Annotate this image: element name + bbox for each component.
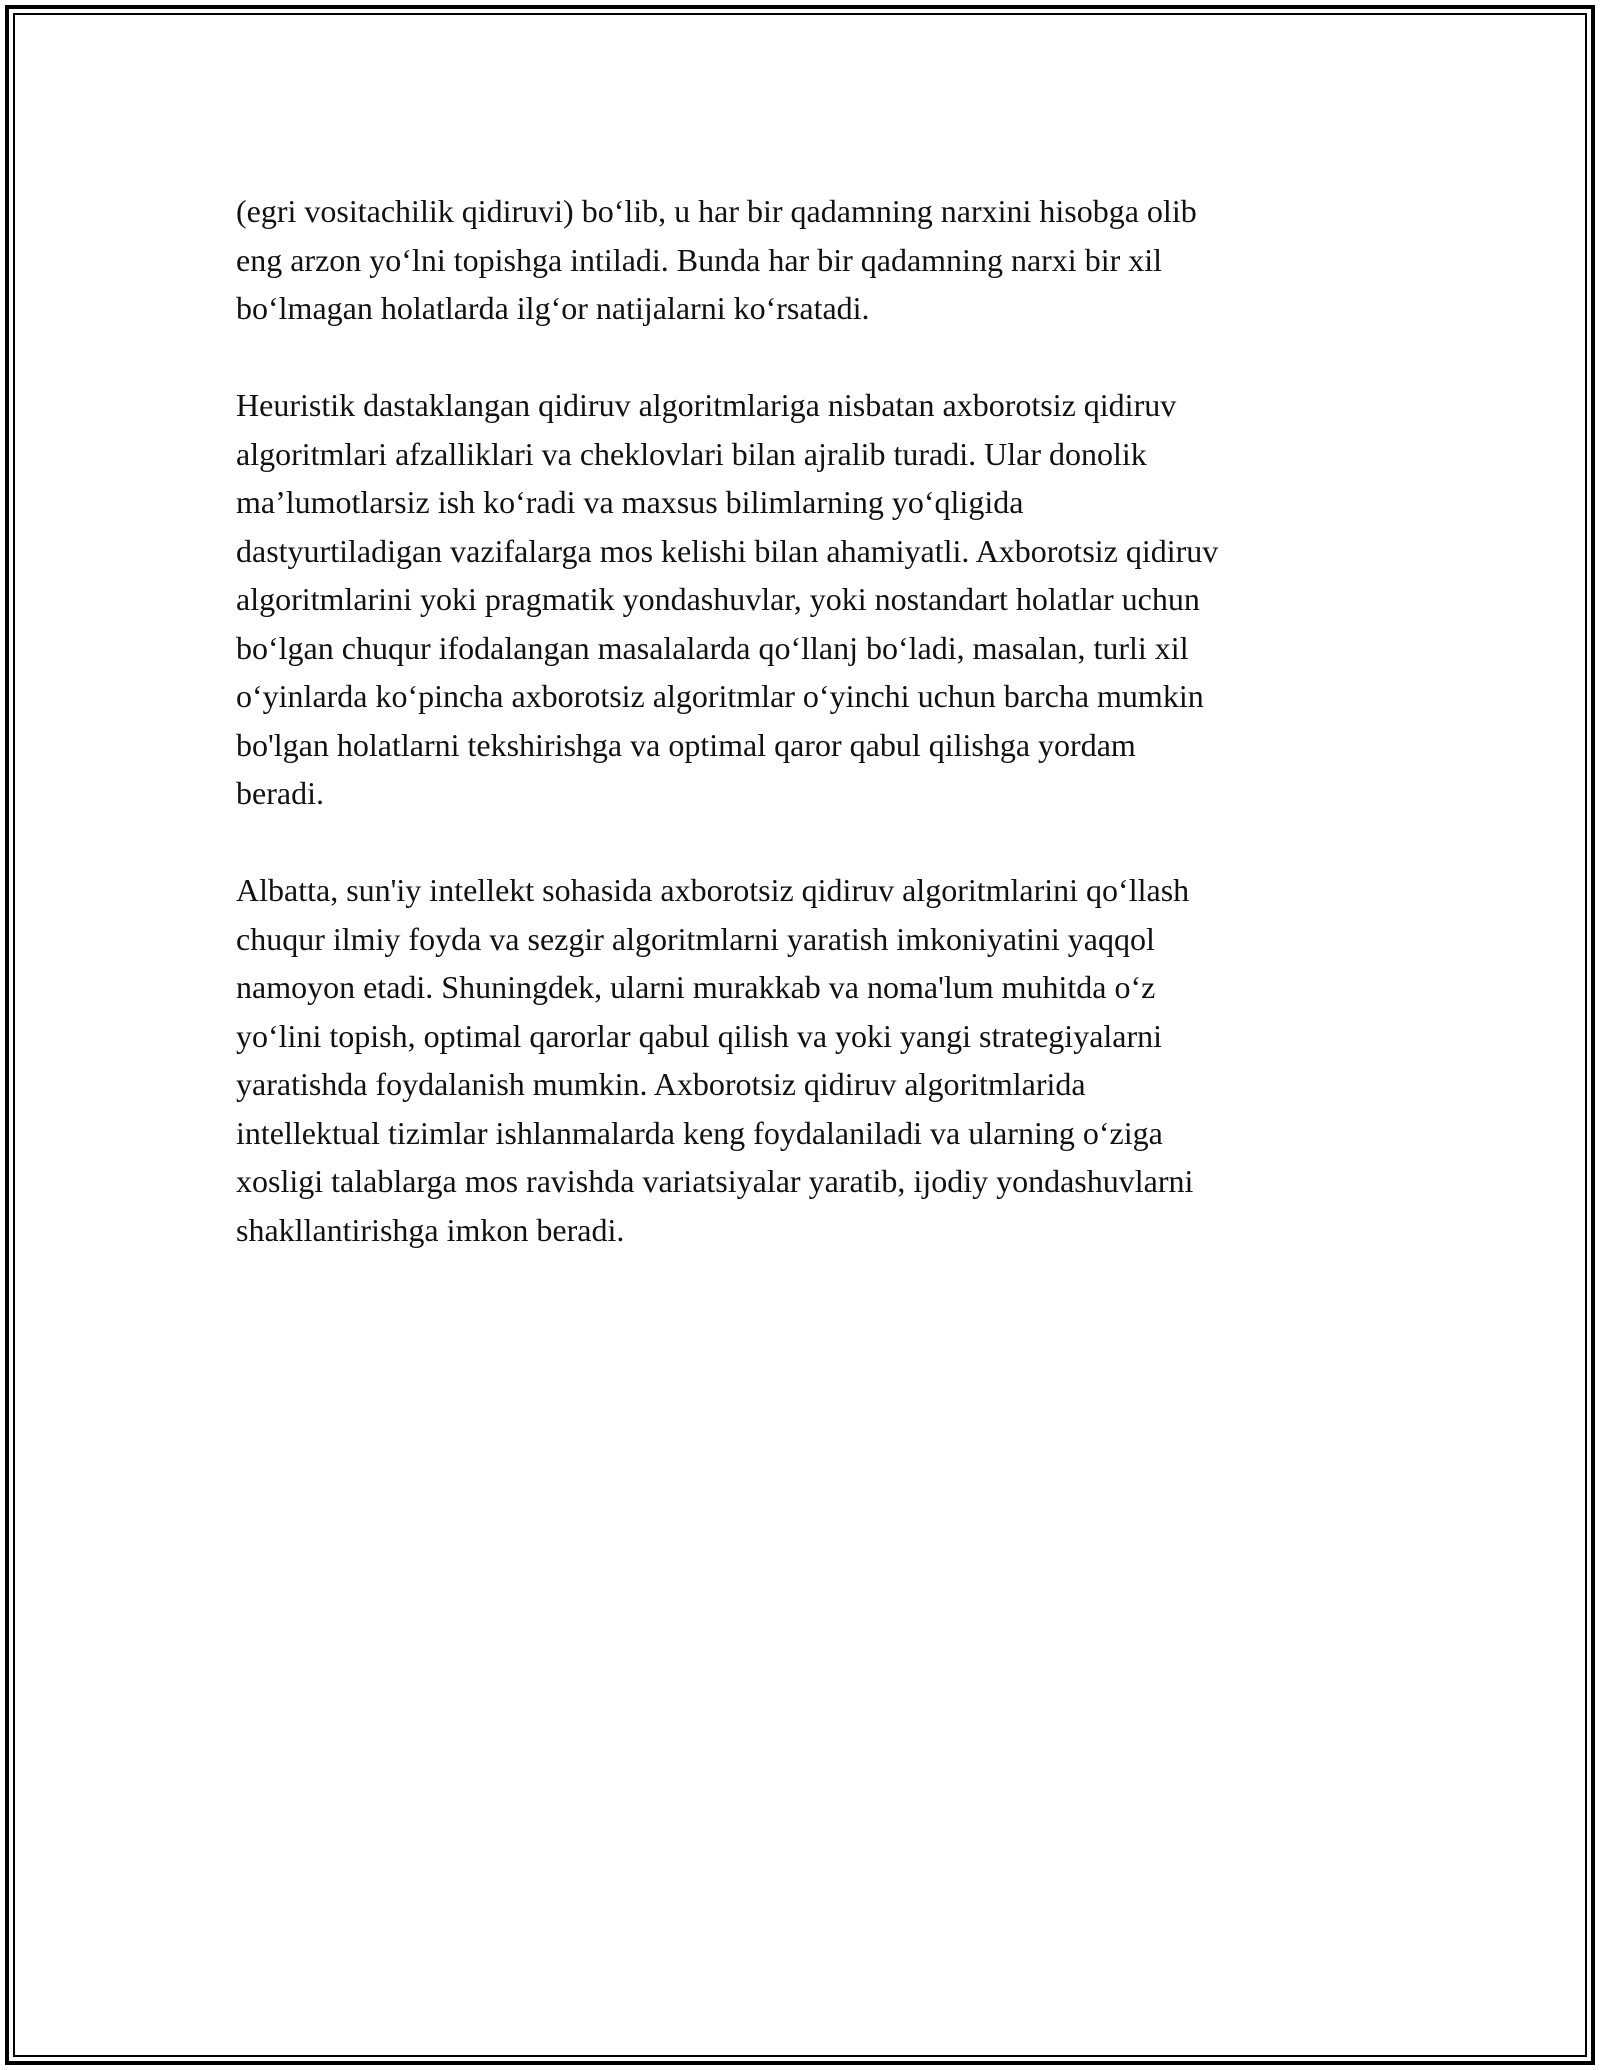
text-line: (egri vositachilik qidiruvi) bo‘lib, u har bir qadamning narxini hisobga olib (236, 193, 1197, 229)
text-line: Heuristik dastaklangan qidiruv algoritmlariga nisbatan axborotsiz qidiruv (236, 387, 1177, 423)
text-line: bo‘lmagan holatlarda ilg‘or natijalarni ko‘rsatadi. (236, 290, 870, 326)
text-line: intellektual tizimlar ishlanmalarda keng foydalaniladi va ularning o‘ziga (236, 1114, 1163, 1151)
text-line: o‘yinlarda ko‘pincha axborotsiz algoritmlar o‘yinchi uchun barcha mumkin (236, 678, 1204, 714)
text-line: bo‘lgan chuqur ifodalangan masalalarda qo‘llanj bo‘ladi, masalan, turli xil (236, 629, 1189, 666)
text-line: Albatta, sun'iy intellekt sohasida axborotsiz qidiruv algoritmlarini qo‘llash (236, 872, 1190, 908)
text-line: bo'lgan holatlarni tekshirishga va optimal qaror qabul qilishga yordam (236, 726, 1136, 763)
text-line: algoritmlarini yoki pragmatik yondashuvlar, yoki nostandart holatlar uchun (236, 581, 1200, 617)
text-line: xosligi talablarga mos ravishda variatsiyalar yaratib, ijodiy yondashuvlarni (236, 1163, 1194, 1199)
text-line: yaratishda foydalanish mumkin. Axborotsiz qidiruv algoritmlarida (236, 1066, 1086, 1102)
paragraph-3 (236, 866, 1376, 1254)
text-line: ma’lumotlarsiz ish ko‘radi va maxsus bilimlarning yo‘qligida (236, 484, 1024, 520)
text-line: shakllantirishga imkon beradi. (236, 1211, 625, 1248)
text-line: eng arzon yo‘lni topishga intiladi. Bunda har bir qadamning narxi bir xil (236, 241, 1163, 278)
text-line: yo‘lini topish, optimal qarorlar qabul qilish va yoki yangi strategiyalarni (236, 1017, 1163, 1054)
text-line: chuqur ilmiy foyda va sezgir algoritmlarni yaratish imkoniyatini yaqqol (236, 920, 1155, 957)
document-body (236, 187, 1376, 1254)
text-line: algoritmlari afzalliklari va cheklovlari bilan ajralib turadi. Ular donolik (236, 435, 1147, 472)
text-line: namoyon etadi. Shuningdek, ularni murakkab va noma'lum muhitda o‘z (236, 969, 1156, 1005)
paragraph-2 (236, 381, 1376, 818)
paragraph-1 (236, 187, 1376, 333)
paragraph-spacer (236, 818, 1376, 867)
text-line: dastyurtiladigan vazifalarga mos kelishi bilan ahamiyatli. Axborotsiz qidiruv (236, 532, 1219, 569)
text-line: beradi. (236, 775, 324, 811)
paragraph-spacer (236, 333, 1376, 382)
